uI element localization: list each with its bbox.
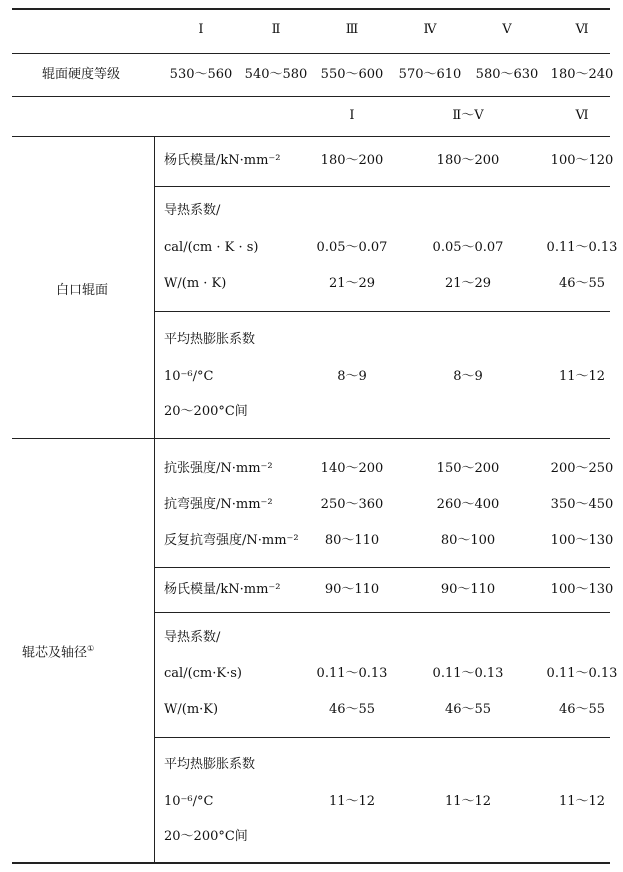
core-expansion-value-3: 11～12: [558, 794, 606, 809]
wf-expansion-unit: 10⁻⁶/°C: [164, 369, 214, 384]
core-conductivity-w-value-1: 46～55: [328, 702, 376, 717]
hardness-value-3: 550～600: [320, 67, 384, 82]
core-conductivity-w-value-2: 46～55: [444, 702, 492, 717]
core-conductivity-w-value-3: 46～55: [558, 702, 606, 717]
core-tensile-label: 抗张强度/N·mm⁻²: [164, 461, 273, 476]
bottom-rule: [12, 862, 610, 864]
hardness-value-2: 540～580: [244, 67, 308, 82]
wf-expansion-value-3: 11～12: [558, 369, 606, 384]
group-1: Ⅰ: [349, 108, 355, 123]
rule-after-core-young: [154, 612, 610, 613]
top-rule: [12, 8, 610, 10]
rule-after-wf-young: [154, 186, 610, 187]
rule-after-white-face: [12, 438, 610, 439]
hardness-value-6: 180～240: [550, 67, 614, 82]
core-rep-bending-label: 反复抗弯强度/N·mm⁻²: [164, 533, 299, 548]
wf-expansion-value-1: 8～9: [337, 369, 367, 384]
core-bending-value-3: 350～450: [550, 497, 614, 512]
core-conductivity-cal-value-3: 0.11～0.13: [546, 666, 618, 681]
wf-expansion-label: 平均热膨胀系数: [164, 332, 256, 347]
grade-2: Ⅱ: [271, 22, 281, 37]
rule-after-grades: [12, 53, 610, 54]
core-footnote-mark: ①: [87, 644, 95, 653]
core-expansion-unit: 10⁻⁶/°C: [164, 794, 214, 809]
rule-after-hardness: [12, 96, 610, 97]
wf-conductivity-label: 导热系数/: [164, 203, 221, 218]
core-rep-bending-value-3: 100～130: [550, 533, 614, 548]
core-young-value-1: 90～110: [324, 582, 380, 597]
core-rep-bending-value-1: 80～110: [324, 533, 380, 548]
group-6: Ⅵ: [575, 108, 589, 123]
wf-young-value-1: 180～200: [320, 153, 384, 168]
rule-after-wf-conductivity: [154, 311, 610, 312]
core-expansion-value-1: 11～12: [328, 794, 376, 809]
core-conductivity-cal-label: cal/(cm·K·s): [164, 666, 242, 681]
hardness-label: 辊面硬度等级: [42, 67, 121, 82]
group-2-5: Ⅱ～Ⅴ: [452, 108, 484, 123]
white-face-label: 白口辊面: [56, 283, 109, 298]
hardness-value-1: 530～560: [169, 67, 233, 82]
core-conductivity-w-label: W/(m·K): [164, 702, 219, 717]
rule-after-core-strength: [154, 567, 610, 568]
wf-expansion-value-2: 8～9: [453, 369, 483, 384]
core-tensile-value-2: 150～200: [436, 461, 500, 476]
rule-after-core-conductivity: [154, 737, 610, 738]
wf-young-label: 杨氏模量/kN·mm⁻²: [164, 153, 281, 168]
wf-conductivity-w-value-1: 21～29: [328, 276, 376, 291]
core-expansion-range: 20～200°C间: [164, 829, 248, 844]
core-label: 辊芯及轴径: [22, 645, 88, 661]
grade-1: Ⅰ: [198, 22, 204, 37]
hardness-value-4: 570～610: [398, 67, 462, 82]
grade-6: Ⅵ: [575, 22, 589, 37]
core-tensile-value-1: 140～200: [320, 461, 384, 476]
core-conductivity-label: 导热系数/: [164, 630, 221, 645]
wf-conductivity-cal-value-1: 0.05～0.07: [316, 240, 388, 255]
core-rep-bending-value-2: 80～100: [440, 533, 496, 548]
wf-young-value-3: 100～120: [550, 153, 614, 168]
wf-conductivity-cal-label: cal/(cm · K · s): [164, 240, 259, 255]
core-conductivity-cal-value-2: 0.11～0.13: [432, 666, 504, 681]
core-label-wrap: [22, 641, 94, 661]
grade-3: Ⅲ: [345, 22, 359, 37]
wf-conductivity-w-value-2: 21～29: [444, 276, 492, 291]
core-young-label: 杨氏模量/kN·mm⁻²: [164, 582, 281, 597]
core-expansion-label: 平均热膨胀系数: [164, 757, 256, 772]
wf-expansion-range: 20～200°C间: [164, 404, 248, 419]
core-conductivity-cal-value-1: 0.11～0.13: [316, 666, 388, 681]
wf-conductivity-w-value-3: 46～55: [558, 276, 606, 291]
wf-conductivity-cal-value-2: 0.05～0.07: [432, 240, 504, 255]
core-expansion-value-2: 11～12: [444, 794, 492, 809]
grade-5: Ⅴ: [502, 22, 512, 37]
label-column-divider: [154, 137, 155, 862]
rule-after-groups: [12, 136, 610, 137]
core-bending-value-1: 250～360: [320, 497, 384, 512]
core-bending-value-2: 260～400: [436, 497, 500, 512]
wf-conductivity-cal-value-3: 0.11～0.13: [546, 240, 618, 255]
wf-young-value-2: 180～200: [436, 153, 500, 168]
core-young-value-3: 100～130: [550, 582, 614, 597]
core-young-value-2: 90～110: [440, 582, 496, 597]
core-bending-label: 抗弯强度/N·mm⁻²: [164, 497, 273, 512]
core-tensile-value-3: 200～250: [550, 461, 614, 476]
wf-conductivity-w-label: W/(m · K): [164, 276, 227, 291]
grade-4: Ⅳ: [423, 22, 437, 37]
hardness-value-5: 580～630: [475, 67, 539, 82]
